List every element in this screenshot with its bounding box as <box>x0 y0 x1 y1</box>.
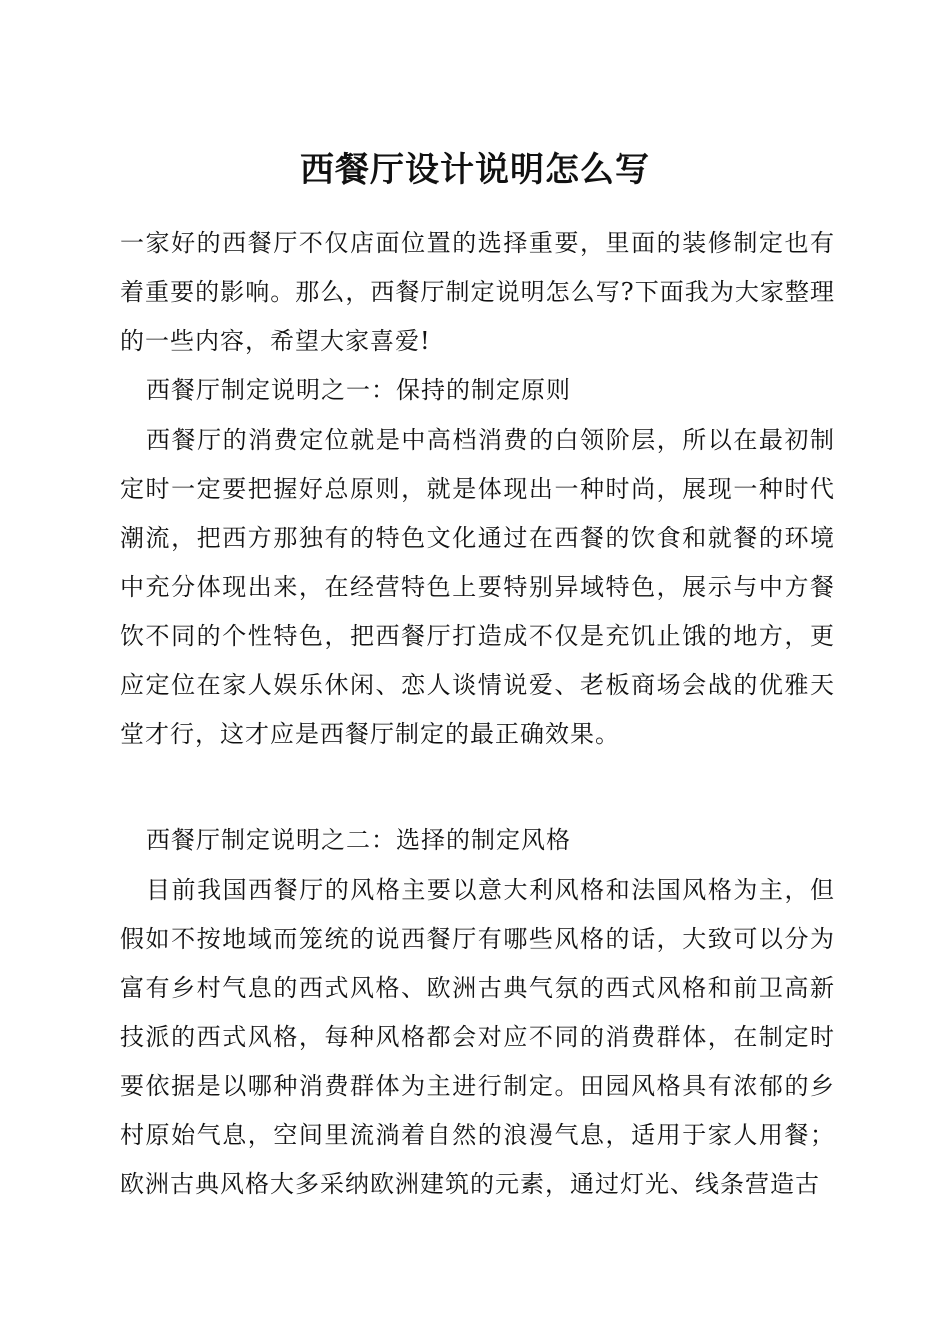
section-heading-2: 西餐厅制定说明之二：选择的制定风格 <box>146 826 571 854</box>
section-one-block <box>120 367 835 759</box>
section-paragraph-1: 西餐厅的消费定位就是中高档消费的白领阶层，所以在最初制定时一定要把握好总原则，就是体现出一种时尚，展现一种时代潮流，把西方那独有的特色文化通过在西餐的饮食和就餐的环境中充分体现出来，在经营特色上要特别异域特色，展示与中方餐饮不同的个性特色，把西餐厅打造成不仅是充饥止饿的地方，更应定位在家人娱乐休闲、恋人谈情说爱、老板商场会战的优雅天堂才行，这才应是西餐厅制定的最正确效果。 <box>120 426 835 748</box>
intro-paragraph: 一家好的西餐厅不仅店面位置的选择重要，里面的装修制定也有着重要的影响。那么，西餐厅制定说明怎么写?下面我为大家整理的一些内容，希望大家喜爱! <box>120 229 835 355</box>
intro-block <box>120 219 835 366</box>
section-heading-1: 西餐厅制定说明之一：保持的制定原则 <box>146 376 571 404</box>
page-title: 西餐厅设计说明怎么写 <box>300 150 650 190</box>
section-two-block <box>120 817 835 1209</box>
section-paragraph-2: 目前我国西餐厅的风格主要以意大利风格和法国风格为主，但假如不按地域而笼统的说西餐厅有哪些风格的话，大致可以分为富有乡村气息的西式风格、欧洲古典气氛的西式风格和前卫高新技派的西式风格，每种风格都会对应不同的消费群体，在制定时要依据是以哪种消费群体为主进行制定。田园风格具有浓郁的乡村原始气息，空间里流淌着自然的浪漫气息，适用于家人用餐；欧洲古典风格大多采纳欧洲建筑的元素，通过灯光、线条营造古 <box>120 876 835 1198</box>
